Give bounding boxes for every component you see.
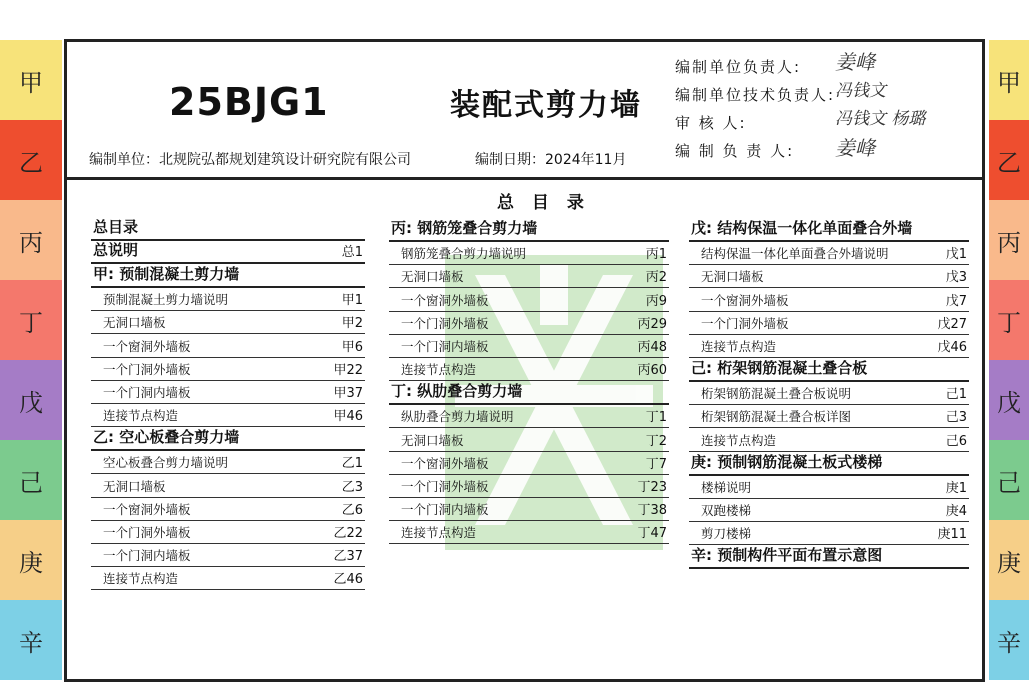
tab-jia-right[interactable]: 甲 [989, 40, 1029, 120]
toc-item[interactable] [389, 521, 669, 544]
toc-entry-title: 结构保温一体化单面叠合外墙说明 [701, 246, 889, 262]
toc-entry-title: 一个门洞内墙板 [401, 338, 489, 354]
toc-column-2 [389, 218, 669, 544]
toc-item[interactable] [91, 404, 365, 427]
toc-entry-page: 甲37 [333, 385, 363, 401]
toc-entry-page: 戊7 [945, 293, 967, 309]
toc-section-heading[interactable] [91, 427, 365, 451]
toc-item[interactable] [91, 288, 365, 311]
toc-item[interactable] [389, 242, 669, 265]
tab-xin[interactable]: 辛 [0, 600, 62, 680]
toc-entry-page: 乙6 [341, 502, 363, 518]
toc-entry-title: 双跑楼梯 [701, 502, 752, 518]
toc-entry-title: 连接节点构造 [103, 408, 179, 424]
toc-entry-title: 无洞口墙板 [103, 478, 166, 494]
header-divider [67, 177, 982, 180]
toc-entry-title: 无洞口墙板 [701, 269, 764, 285]
toc-section-heading[interactable] [689, 545, 969, 569]
toc-item[interactable] [389, 288, 669, 311]
toc-entry-title: 乙: 空心板叠合剪力墙 [93, 428, 240, 447]
toc-item[interactable] [689, 265, 969, 288]
toc-entry-title: 一个门洞内墙板 [103, 548, 191, 564]
toc-entry-page: 庚11 [937, 527, 967, 543]
toc-item[interactable] [689, 428, 969, 451]
toc-section-heading[interactable] [689, 452, 969, 476]
toc-entry-page: 庚1 [945, 480, 967, 496]
document-frame [64, 39, 985, 682]
toc-item[interactable] [91, 544, 365, 567]
toc-entry-page: 戊3 [945, 270, 967, 286]
toc-item[interactable] [91, 381, 365, 404]
toc-entry-page: 甲6 [341, 339, 363, 355]
toc-entry-title: 辛: 预制构件平面布置示意图 [691, 546, 883, 565]
org-line: 编制单位：北规院弘都规划建筑设计研究院有限公司 [89, 152, 411, 168]
toc-column-3 [689, 218, 969, 569]
toc-entry-title: 无洞口墙板 [401, 269, 464, 285]
toc-entry-title: 一个窗洞外墙板 [401, 292, 489, 308]
toc-entry-page: 己6 [945, 433, 967, 449]
document-title: 装配式剪力墙 [450, 88, 642, 123]
toc-entry-page: 丙1 [645, 247, 667, 263]
toc-item[interactable] [389, 265, 669, 288]
toc-entry-title: 一个门洞外墙板 [701, 315, 789, 331]
toc-entry-page: 丁38 [637, 503, 667, 519]
toc-entry-page: 丁2 [645, 433, 667, 449]
toc-entry-title: 连接节点构造 [401, 362, 477, 378]
toc-item[interactable] [389, 335, 669, 358]
toc-entry-page: 丁47 [637, 526, 667, 542]
toc-entry-page: 戊46 [937, 339, 967, 355]
toc-section-heading[interactable] [91, 218, 365, 241]
toc-item[interactable] [91, 358, 365, 381]
date-line: 编制日期：2024年11月 [475, 152, 627, 168]
toc-entry-title: 楼梯说明 [701, 479, 752, 495]
toc-item[interactable] [689, 288, 969, 311]
toc-entry-page: 乙3 [341, 479, 363, 495]
tab-geng-right[interactable]: 庚 [989, 520, 1029, 600]
toc-item[interactable] [689, 242, 969, 265]
toc-section-heading[interactable] [91, 264, 365, 288]
toc-item[interactable] [91, 451, 365, 474]
toc-entry-page: 总1 [341, 245, 363, 260]
responsible-unit-label: 编制单位负责人: [675, 58, 802, 76]
toc-column-1 [91, 218, 365, 590]
toc-entry-title: 空心板叠合剪力墙说明 [103, 455, 229, 471]
toc-entry-page: 乙1 [341, 456, 363, 472]
tab-wu[interactable]: 戊 [0, 360, 62, 440]
toc-entry-title: 总目录 [93, 218, 139, 236]
toc-entry-title: 无洞口墙板 [103, 315, 166, 331]
tab-ding-right[interactable]: 丁 [989, 280, 1029, 360]
toc-section-heading[interactable] [689, 358, 969, 382]
toc-entry-title: 一个窗洞外墙板 [103, 501, 191, 517]
toc-entry-page: 乙37 [333, 549, 363, 565]
toc-entry-title: 连接节点构造 [103, 571, 179, 587]
toc-item[interactable] [389, 312, 669, 335]
toc-entry-page: 丙60 [637, 363, 667, 379]
toc-item[interactable] [91, 567, 365, 590]
toc-entry-page: 乙22 [333, 525, 363, 541]
toc-section-heading[interactable] [91, 241, 365, 264]
toc-entry-page: 乙46 [333, 572, 363, 588]
toc-item[interactable] [689, 499, 969, 522]
tab-yi-right[interactable]: 乙 [989, 120, 1029, 200]
tab-ji-right[interactable]: 己 [989, 440, 1029, 520]
toc-item[interactable] [389, 452, 669, 475]
toc-entry-page: 丙29 [637, 316, 667, 332]
toc-item[interactable] [91, 334, 365, 357]
toc-entry-title: 甲: 预制混凝土剪力墙 [93, 265, 240, 283]
toc-entry-page: 丁23 [637, 479, 667, 495]
main-title: 总 目 录 [497, 193, 590, 213]
toc-entry-title: 丙: 钢筋笼叠合剪力墙 [391, 219, 538, 237]
toc-entry-title: 纵肋叠合剪力墙说明 [401, 409, 514, 425]
signature-1: 姜峰 [835, 50, 875, 74]
signature-4: 姜峰 [835, 136, 875, 160]
atlas-code: 25BJG1 [169, 80, 329, 124]
toc-entry-title: 无洞口墙板 [401, 432, 464, 448]
tab-jia[interactable]: 甲 [0, 40, 62, 120]
toc-section-heading[interactable] [389, 218, 669, 242]
toc-item[interactable] [689, 476, 969, 499]
toc-entry-title: 桁架钢筋混凝土叠合板说明 [701, 386, 852, 402]
toc-item[interactable] [389, 428, 669, 451]
tab-bing-right[interactable]: 丙 [989, 200, 1029, 280]
toc-section-heading[interactable] [389, 381, 669, 405]
toc-entry-title: 一个门洞内墙板 [103, 384, 191, 400]
toc-item[interactable] [389, 498, 669, 521]
reviewer-label: 审 核 人: [675, 114, 747, 132]
toc-entry-page: 戊1 [945, 247, 967, 263]
toc-entry-title: 连接节点构造 [401, 525, 477, 541]
signature-3: 冯钱文 杨璐 [835, 109, 926, 129]
toc-item[interactable] [91, 474, 365, 497]
tab-wu-right[interactable]: 戊 [989, 360, 1029, 440]
toc-item[interactable] [689, 405, 969, 428]
toc-entry-title: 一个门洞内墙板 [401, 502, 489, 518]
toc-entry-title: 一个门洞外墙板 [103, 361, 191, 377]
responsible-tech-label: 编制单位技术负责人: [675, 86, 836, 104]
toc-entry-title: 一个门洞外墙板 [401, 478, 489, 494]
toc-item[interactable] [389, 358, 669, 381]
tab-yi[interactable]: 乙 [0, 120, 62, 200]
toc-item[interactable] [689, 335, 969, 358]
toc-entry-page: 甲46 [333, 409, 363, 425]
toc-entry-page: 甲2 [341, 316, 363, 332]
toc-entry-title: 连接节点构造 [701, 432, 777, 448]
toc-item[interactable] [689, 382, 969, 405]
signature-2: 冯钱文 [835, 81, 886, 101]
editor-label: 编 制 负 责 人: [675, 142, 795, 160]
toc-entry-page: 丙48 [637, 339, 667, 355]
toc-entry-title: 一个门洞外墙板 [103, 524, 191, 540]
tab-ji[interactable]: 己 [0, 440, 62, 520]
toc-item[interactable] [689, 522, 969, 545]
toc-entry-title: 一个门洞外墙板 [401, 315, 489, 331]
toc-entry-title: 一个窗洞外墙板 [103, 338, 191, 354]
toc-entry-page: 丙9 [645, 293, 667, 309]
toc-entry-title: 连接节点构造 [701, 338, 777, 354]
toc-entry-title: 剪刀楼梯 [701, 526, 752, 542]
toc-item[interactable] [689, 312, 969, 335]
toc-entry-page: 己1 [945, 387, 967, 403]
toc-entry-title: 一个窗洞外墙板 [401, 455, 489, 471]
toc-entry-page: 戊27 [937, 316, 967, 332]
tab-ding[interactable]: 丁 [0, 280, 62, 360]
toc-entry-page: 丁1 [645, 410, 667, 426]
tab-bing[interactable]: 丙 [0, 200, 62, 280]
toc-item[interactable] [91, 311, 365, 334]
toc-entry-title: 庚: 预制钢筋混凝土板式楼梯 [691, 452, 883, 471]
toc-entry-title: 一个窗洞外墙板 [701, 292, 789, 308]
toc-entry-title: 预制混凝土剪力墙说明 [103, 292, 229, 308]
toc-entry-page: 丁7 [645, 456, 667, 472]
toc-entry-page: 丙2 [645, 270, 667, 286]
toc-item[interactable] [91, 498, 365, 521]
toc-item[interactable] [389, 475, 669, 498]
toc-entry-title: 戊: 结构保温一体化单面叠合外墙 [691, 219, 913, 237]
toc-entry-page: 甲1 [341, 293, 363, 309]
tab-xin-right[interactable]: 辛 [989, 600, 1029, 680]
toc-entry-title: 丁: 纵肋叠合剪力墙 [391, 382, 523, 401]
toc-entry-page: 庚4 [945, 503, 967, 519]
toc-entry-page: 甲22 [333, 362, 363, 378]
toc-entry-page: 己3 [945, 410, 967, 426]
tab-geng[interactable]: 庚 [0, 520, 62, 600]
toc-entry-title: 总说明 [93, 241, 139, 259]
toc-entry-title: 己: 桁架钢筋混凝土叠合板 [691, 358, 868, 377]
toc-item[interactable] [91, 521, 365, 544]
toc-entry-title: 钢筋笼叠合剪力墙说明 [401, 246, 527, 262]
toc-entry-title: 桁架钢筋混凝土叠合板详图 [701, 409, 852, 425]
toc-item[interactable] [389, 405, 669, 428]
toc-section-heading[interactable] [689, 218, 969, 242]
